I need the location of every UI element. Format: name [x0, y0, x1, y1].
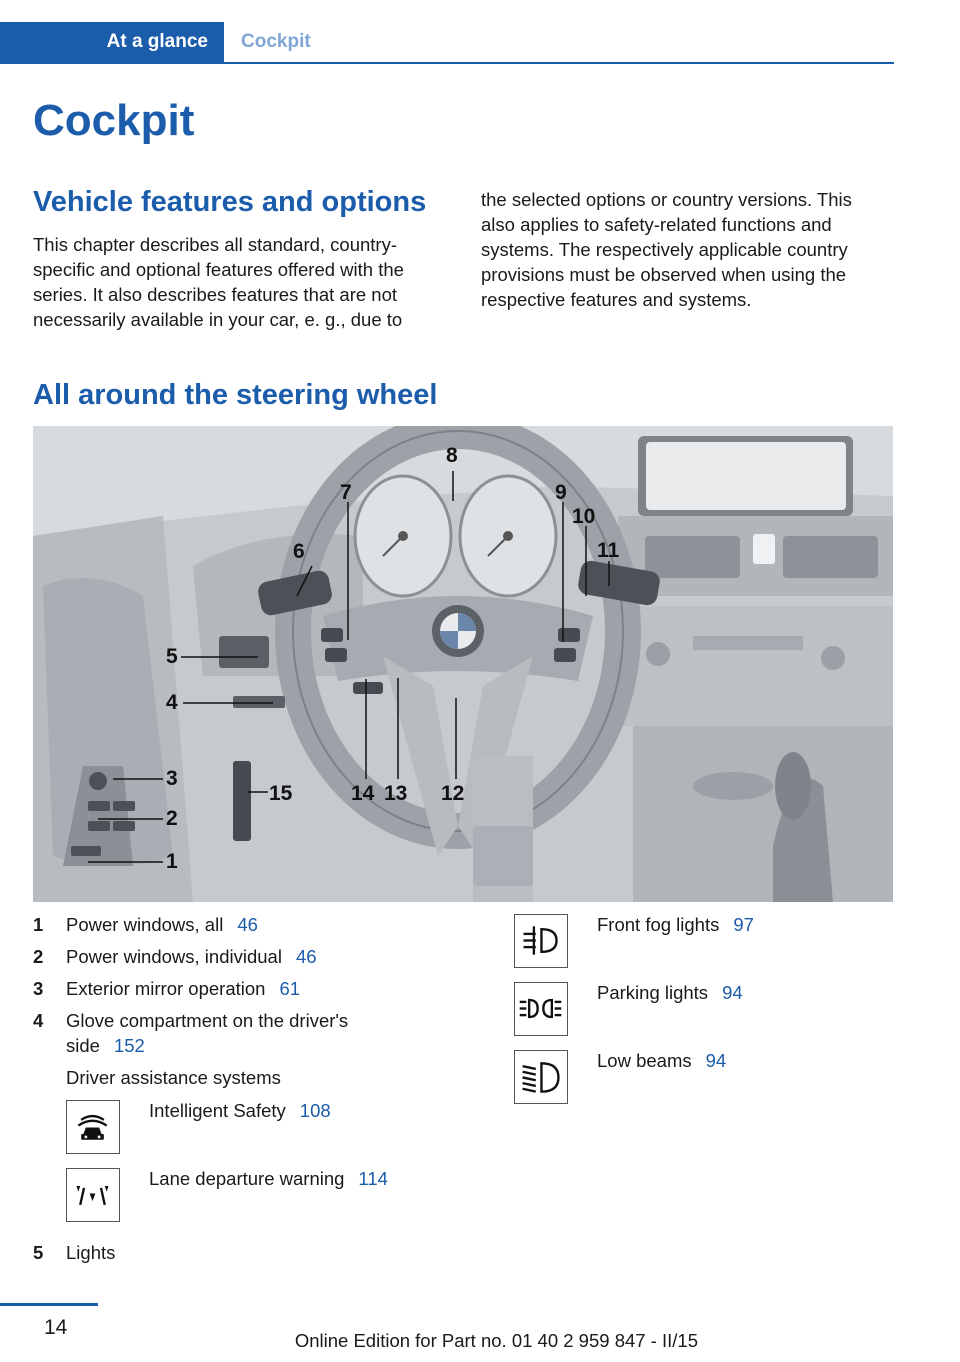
callout-13: 13 — [384, 782, 408, 805]
cockpit-illustration — [33, 426, 893, 902]
intro-line: the selected options or country versions. This — [481, 189, 852, 210]
page-ref-link[interactable]: 152 — [113, 1035, 145, 1056]
callout-11: 11 — [597, 539, 620, 562]
item-label: Exterior mirror operation — [66, 978, 266, 999]
intro-line: necessarily available in your car, e. g., due to — [33, 309, 403, 330]
front-fog-lights-icon — [514, 914, 568, 968]
page-ref-link[interactable]: 97 — [733, 914, 754, 935]
intro-line: provisions must be observed when using the — [481, 264, 847, 285]
item-label: Power windows, all — [66, 914, 224, 935]
footer-accent-line — [0, 1303, 98, 1306]
callout-2: 2 — [166, 807, 178, 830]
item-number: 3 — [33, 978, 44, 999]
section-heading-vehicle-features: Vehicle features and options — [33, 186, 427, 218]
cockpit-drawing — [33, 426, 893, 902]
section-heading-steering-wheel: All around the steering wheel — [33, 379, 438, 411]
page-ref-link[interactable]: 94 — [705, 1050, 727, 1071]
page-ref-link[interactable]: 46 — [237, 914, 258, 935]
item-number: 5 — [33, 1242, 44, 1263]
page-ref-link[interactable]: 61 — [279, 978, 301, 999]
callout-15: 15 — [269, 782, 293, 805]
page-ref-link[interactable]: 46 — [295, 946, 317, 967]
intro-line: systems. The respectively applicable country — [481, 239, 848, 260]
item-number: 1 — [33, 914, 44, 935]
callout-12: 12 — [441, 782, 465, 805]
item-label: Power windows, individual — [66, 946, 282, 967]
callout-9: 9 — [555, 481, 567, 504]
callout-3: 3 — [166, 767, 178, 790]
lights-list — [514, 913, 894, 1113]
page-ref-link[interactable]: 108 — [299, 1100, 331, 1121]
tab-at-a-glance[interactable]: At a glance — [0, 22, 224, 62]
intro-line: also applies to safety-related functions and — [481, 214, 832, 235]
header-tab-bar — [0, 22, 894, 64]
intelligent-safety-icon — [66, 1100, 120, 1154]
legend-list — [33, 913, 473, 1273]
item-label: side — [66, 1035, 100, 1056]
item-label: Lane departure warning — [149, 1168, 345, 1189]
intro-line: series. It also describes features that are not — [33, 284, 398, 305]
callout-14: 14 — [351, 782, 375, 805]
callout-10: 10 — [572, 505, 596, 528]
page-title: Cockpit — [33, 96, 195, 145]
item-label: Glove compartment on the driver's — [66, 1010, 349, 1031]
callout-8: 8 — [446, 444, 458, 467]
callout-6: 6 — [293, 540, 305, 563]
callout-1: 1 — [166, 850, 178, 873]
intro-line: respective features and systems. — [481, 289, 752, 310]
page-number: 14 — [44, 1316, 68, 1339]
callout-5: 5 — [166, 645, 178, 668]
callout-7: 7 — [340, 481, 352, 504]
item-label: Front fog lights — [597, 914, 720, 935]
page-ref-link[interactable]: 94 — [722, 982, 743, 1003]
item-label: Parking lights — [597, 982, 709, 1003]
item-label: Low beams — [597, 1050, 692, 1071]
item-number: 2 — [33, 946, 44, 967]
item-number: 4 — [33, 1010, 44, 1031]
intro-line: This chapter describes all standard, country- — [33, 234, 398, 255]
intro-line: specific and optional features offered with the — [33, 259, 404, 280]
callout-4: 4 — [166, 691, 178, 714]
page-ref-link[interactable]: 114 — [358, 1168, 388, 1189]
item-label: Lights — [66, 1242, 116, 1263]
item-label: Intelligent Safety — [149, 1100, 286, 1121]
parking-lights-icon — [514, 982, 568, 1036]
edition-text: Online Edition for Part no. 01 40 2 959 847 - II/15 — [294, 1330, 698, 1351]
low-beams-icon — [514, 1050, 568, 1104]
tab-cockpit[interactable]: Cockpit — [241, 31, 311, 52]
lane-departure-icon — [66, 1168, 120, 1222]
driver-assist-heading-text: Driver assistance systems — [66, 1067, 281, 1088]
